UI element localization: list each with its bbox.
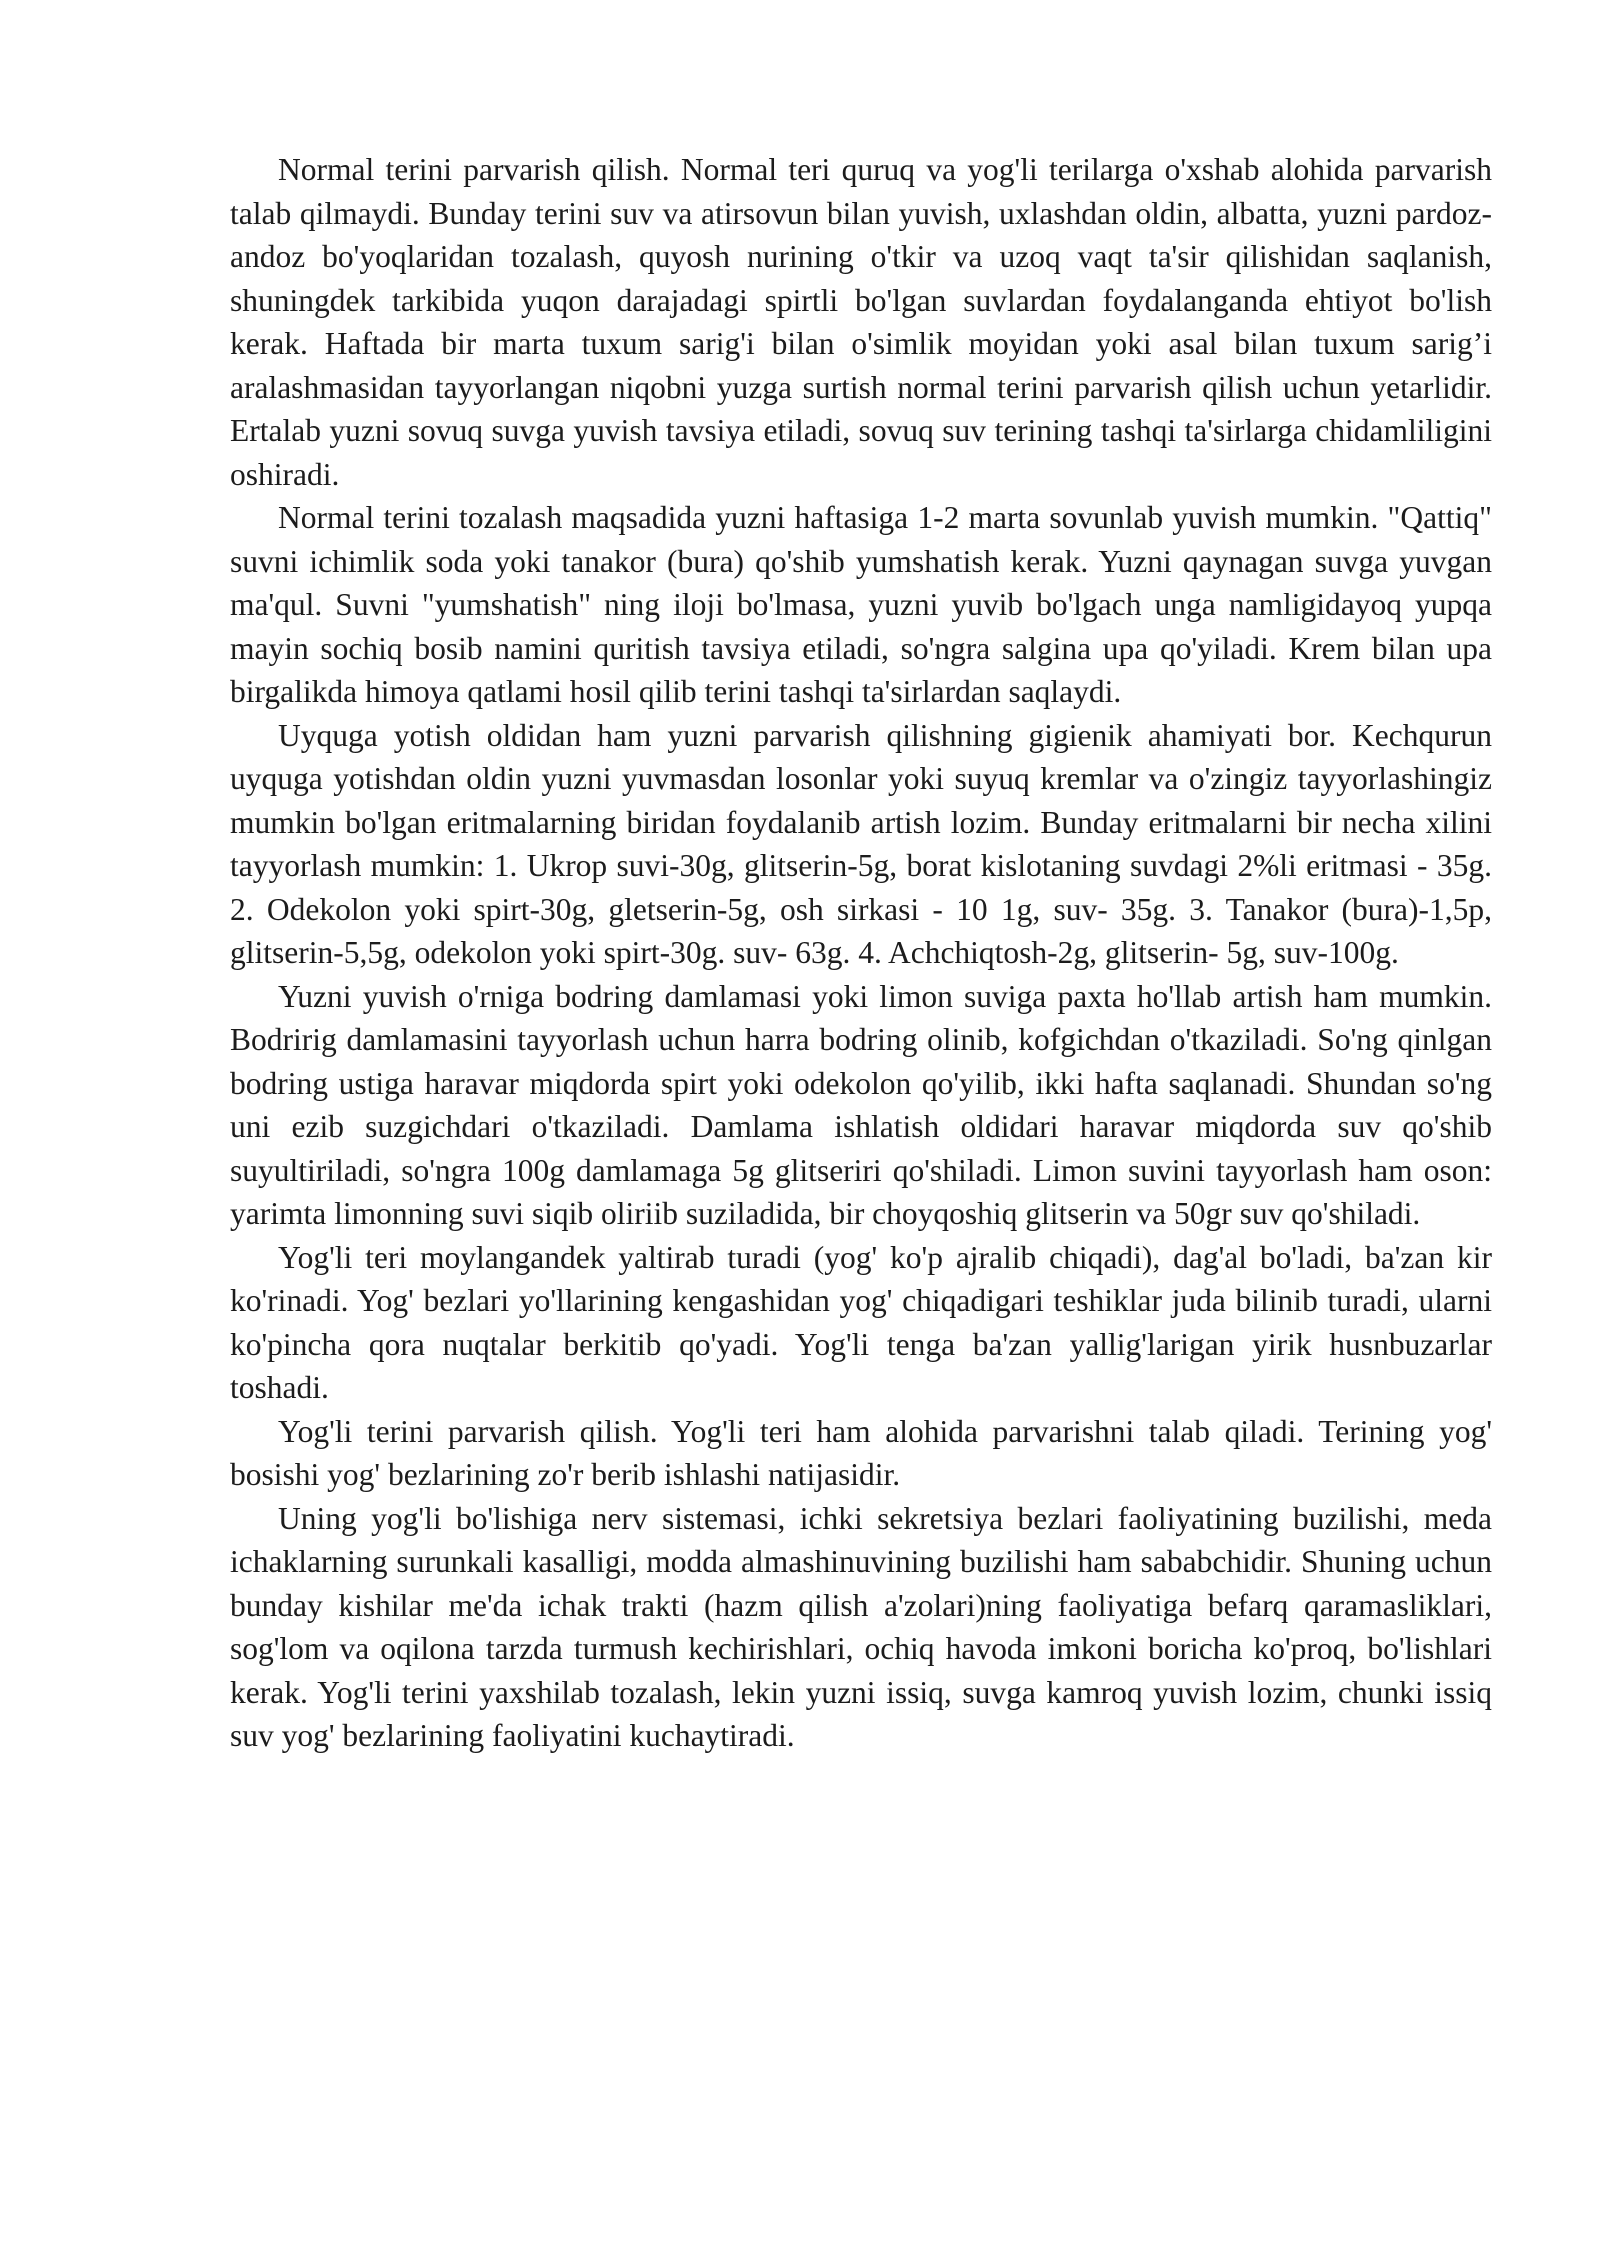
paragraph-cucumber-lemon: Yuzni yuvish o'rniga bodring damlamasi yoki limon suviga paxta ho'llab artish ham mumkin. Bodririg damlamasini tayyorlash uchun harra bodring olinib, kofgichdan o'tkaziladi. So'ng qinlgan bodring ustiga haravar miqdorda spirt yoki odekolon qo'yilib, ikki hafta saqlanadi. Shundan so'ng uni ezib suzgichdari o'tkaziladi. Damlama ishlatish oldidari haravar miqdorda suv qo'shib suyultiriladi, so'ngra 100g damlamaga 5g glitseriri qo'shiladi. Limon suvini tayyorlash ham oson: yarimta limonning suvi siqib oliriib suziladida, bir choyqoshiq glitserin va 50gr suv qo'shiladi. [230,978,1492,1231]
document-page [230,148,1492,1758]
paragraph-normal-skin-care: Normal terini parvarish qilish. Normal teri quruq va yog'li terilarga o'xshab alohida parvarish talab qilmaydi. Bunday terini suv va atirsovun bilan yuvish, uxlashdan oldin, albatta, yuzni pardoz-andoz bo'yoqlaridan tozalash, quyosh nurining o'tkir va uzoq vaqt ta'sir qilishidan saqlanish, shuningdek tarkibida yuqon darajadagi spirtli bo'lgan suvlardan foydalanganda ehtiyot bo'lish kerak. Haftada bir marta tuxum sarig'i bilan o'simlik moyidan yoki asal bilan tuxum sarig’i aralashmasidan tayyorlangan niqobni yuzga surtish normal terini parvarish qilish uchun yetarlidir. Ertalab yuzni sovuq suvga yuvish tavsiya etiladi, sovuq suv terining tashqi ta'sirlarga chidamliligini oshiradi. [230,152,1492,492]
paragraph-oily-skin-care: Yog'li terini parvarish qilish. Yog'li teri ham alohida parvarishni talab qiladi. Terining yog' bosishi yog' bezlarining zo'r berib ishlashi natijasidir. [230,1413,1492,1492]
paragraph-oily-skin-description: Yog'li teri moylangandek yaltirab turadi (yog' ko'p ajralib chiqadi), dag'al bo'ladi, ba'zan kir ko'rinadi. Yog' bezlari yo'llarining kengashidan yog' chiqadigari teshiklar juda bilinib turadi, ularni ko'pincha qora nuqtalar berkitib qo'yadi. Yog'li tenga ba'zan yallig'larigan yirik husnbuzarlar toshadi. [230,1239,1492,1405]
paragraph-oily-skin-causes: Uning yog'li bo'lishiga nerv sistemasi, ichki sekretsiya bezlari faoliyatining buzilishi, meda ichaklarning surunkali kasalligi, modda almashinuvining buzilishi ham sababchidir. Shuning uchun bunday kishilar me'da ichak trakti (hazm qilish a'zolari)ning faoliyatiga befarq qaramasliklari, sog'lom va oqilona tarzda turmush kechirishlari, ochiq havoda imkoni boricha ko'proq, bo'lishlari kerak. Yog'li terini yaxshilab tozalash, lekin yuzni issiq, suvga kamroq yuvish lozim, chunki issiq suv yog' bezlarining faoliyatini kuchaytiradi. [230,1500,1492,1753]
paragraph-bedtime-care: Uyquga yotish oldidan ham yuzni parvarish qilishning gigienik ahamiyati bor. Kechqurun uyquga yotishdan oldin yuzni yuvmasdan losonlar yoki suyuq kremlar va o'zingiz tayyorlashingiz mumkin bo'lgan eritmalarning biridan foydalanib artish lozim. Bunday eritmalarni bir necha xilini tayyorlash mumkin: 1. Ukrop suvi-30g, glitserin-5g, borat kislotaning suvdagi 2%li eritmasi - 35g. 2. Odekolon yoki spirt-30g, gletserin-5g, osh sirkasi - 10 1g, suv- 35g. 3. Tanakor (bura)-1,5p, glitserin-5,5g, odekolon yoki spirt-30g. suv- 63g. 4. Achchiqtosh-2g, glitserin- 5g, suv-100g. [230,717,1492,970]
paragraph-normal-skin-cleansing: Normal terini tozalash maqsadida yuzni haftasiga 1-2 marta sovunlab yuvish mumkin. "Qattiq" suvni ichimlik soda yoki tanakor (bura) qo'shib yumshatish kerak. Yuzni qaynagan suvga yuvgan ma'qul. Suvni "yumshatish" ning iloji bo'lmasa, yuzni yuvib bo'lgach unga namligidayoq yupqa mayin sochiq bosib namini quritish tavsiya etiladi, so'ngra salgina upa qo'yiladi. Krem bilan upa birgalikda himoya qatlami hosil qilib terini tashqi ta'sirlardan saqlaydi. [230,500,1492,709]
